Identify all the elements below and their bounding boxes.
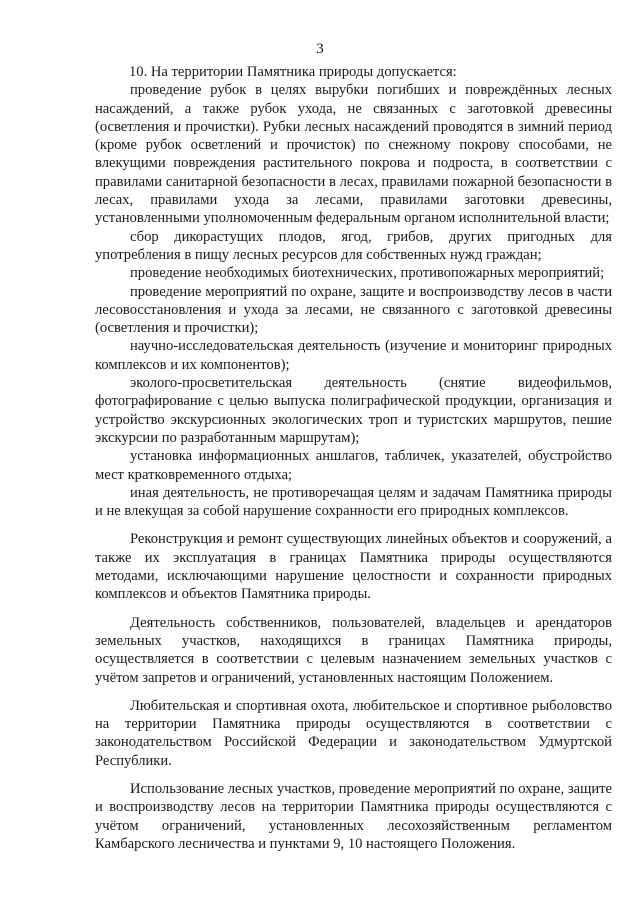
paragraph-hunting-fishing: Любительская и спортивная охота, любительское и спортивное рыболовство на территории Памятника природы осуществляются в соответствии с законодательством Российской Федерации и законодательством Удмуртской Республики.	[95, 697, 612, 769]
page-number: 3	[316, 41, 324, 57]
paragraph-ecological-education: эколого-просветительская деятельность (снятие видеофильмов, фотографирование с целью выпуска полиграфической продукции, организация и устройство экскурсионных экологических троп и туристских маршрутов, пешие экскурсии по разработанным маршрутам);	[95, 375, 612, 446]
paragraph-biotechnical: проведение необходимых биотехнических, противопожарных мероприятий;	[130, 265, 605, 282]
paragraph-research: научно-исследовательская деятельность (изучение и мониторинг природных комплексов и их компонентов);	[95, 338, 612, 373]
section-heading: 10. На территории Памятника природы допускается:	[129, 64, 457, 80]
paragraph-signage: установка информационных аншлагов, табличек, указателей, обустройство мест кратковременного отдыха;	[95, 448, 612, 483]
document-body	[95, 63, 612, 853]
paragraph-other-activity: иная деятельность, не противоречащая целям и задачам Памятника природы и не влекущая за собой нарушение сохранности его природных комплексов.	[95, 484, 612, 520]
paragraph-gathering: сбор дикорастущих плодов, ягод, грибов, других пригодных для употребления в пищу лесных ресурсов для собственных нужд граждан;	[95, 228, 612, 263]
paragraph-forest-use: Использование лесных участков, проведение мероприятий по охране, защите и воспроизводству лесов на территории Памятника природы осуществляются с учётом ограничений, установленных лесохозяйственным регламентом Камбарского лесничества и пунктами 9, 10 настоящего Положения.	[95, 780, 612, 852]
paragraph-reconstruction: Реконструкция и ремонт существующих линейных объектов и сооружений, а также их эксплуатация в границах Памятника природы осуществляются методами, исключающими нарушение целостности и сохранности природных комплексов и объектов Памятника природы.	[95, 531, 612, 603]
paragraph-forest-protection: проведение мероприятий по охране, защите и воспроизводству лесов в части лесовосстановления и ухода за лесами, не связанного с заготовкой древесины (осветления и прочистки);	[95, 283, 612, 337]
paragraph-land-owners: Деятельность собственников, пользователей, владельцев и арендаторов земельных участков, находящихся в границах Памятника природы, осуществляется в соответствии с целевым назначением земельных участков с учётом запретов и ограничений, установленных настоящим Положением.	[95, 614, 612, 686]
paragraph-logging: проведение рубок в целях вырубки погибших и повреждённых лесных насаждений, а также рубок ухода, не связанных с заготовкой древесины (осветления и прочистки). Рубки лесных насаждений проводятся в зимний период (кроме рубок осветлений и прочисток) по снежному покрову способами, не влекущими повреждения растительного покрова и подроста, в соответствии с правилами санитарной безопасности в лесах, правилами пожарной безопасности в лесах, правилами ухода за лесами, правилами заготовки древесины, установленными уполномоченным федеральным органом исполнительной власти;	[95, 82, 612, 227]
